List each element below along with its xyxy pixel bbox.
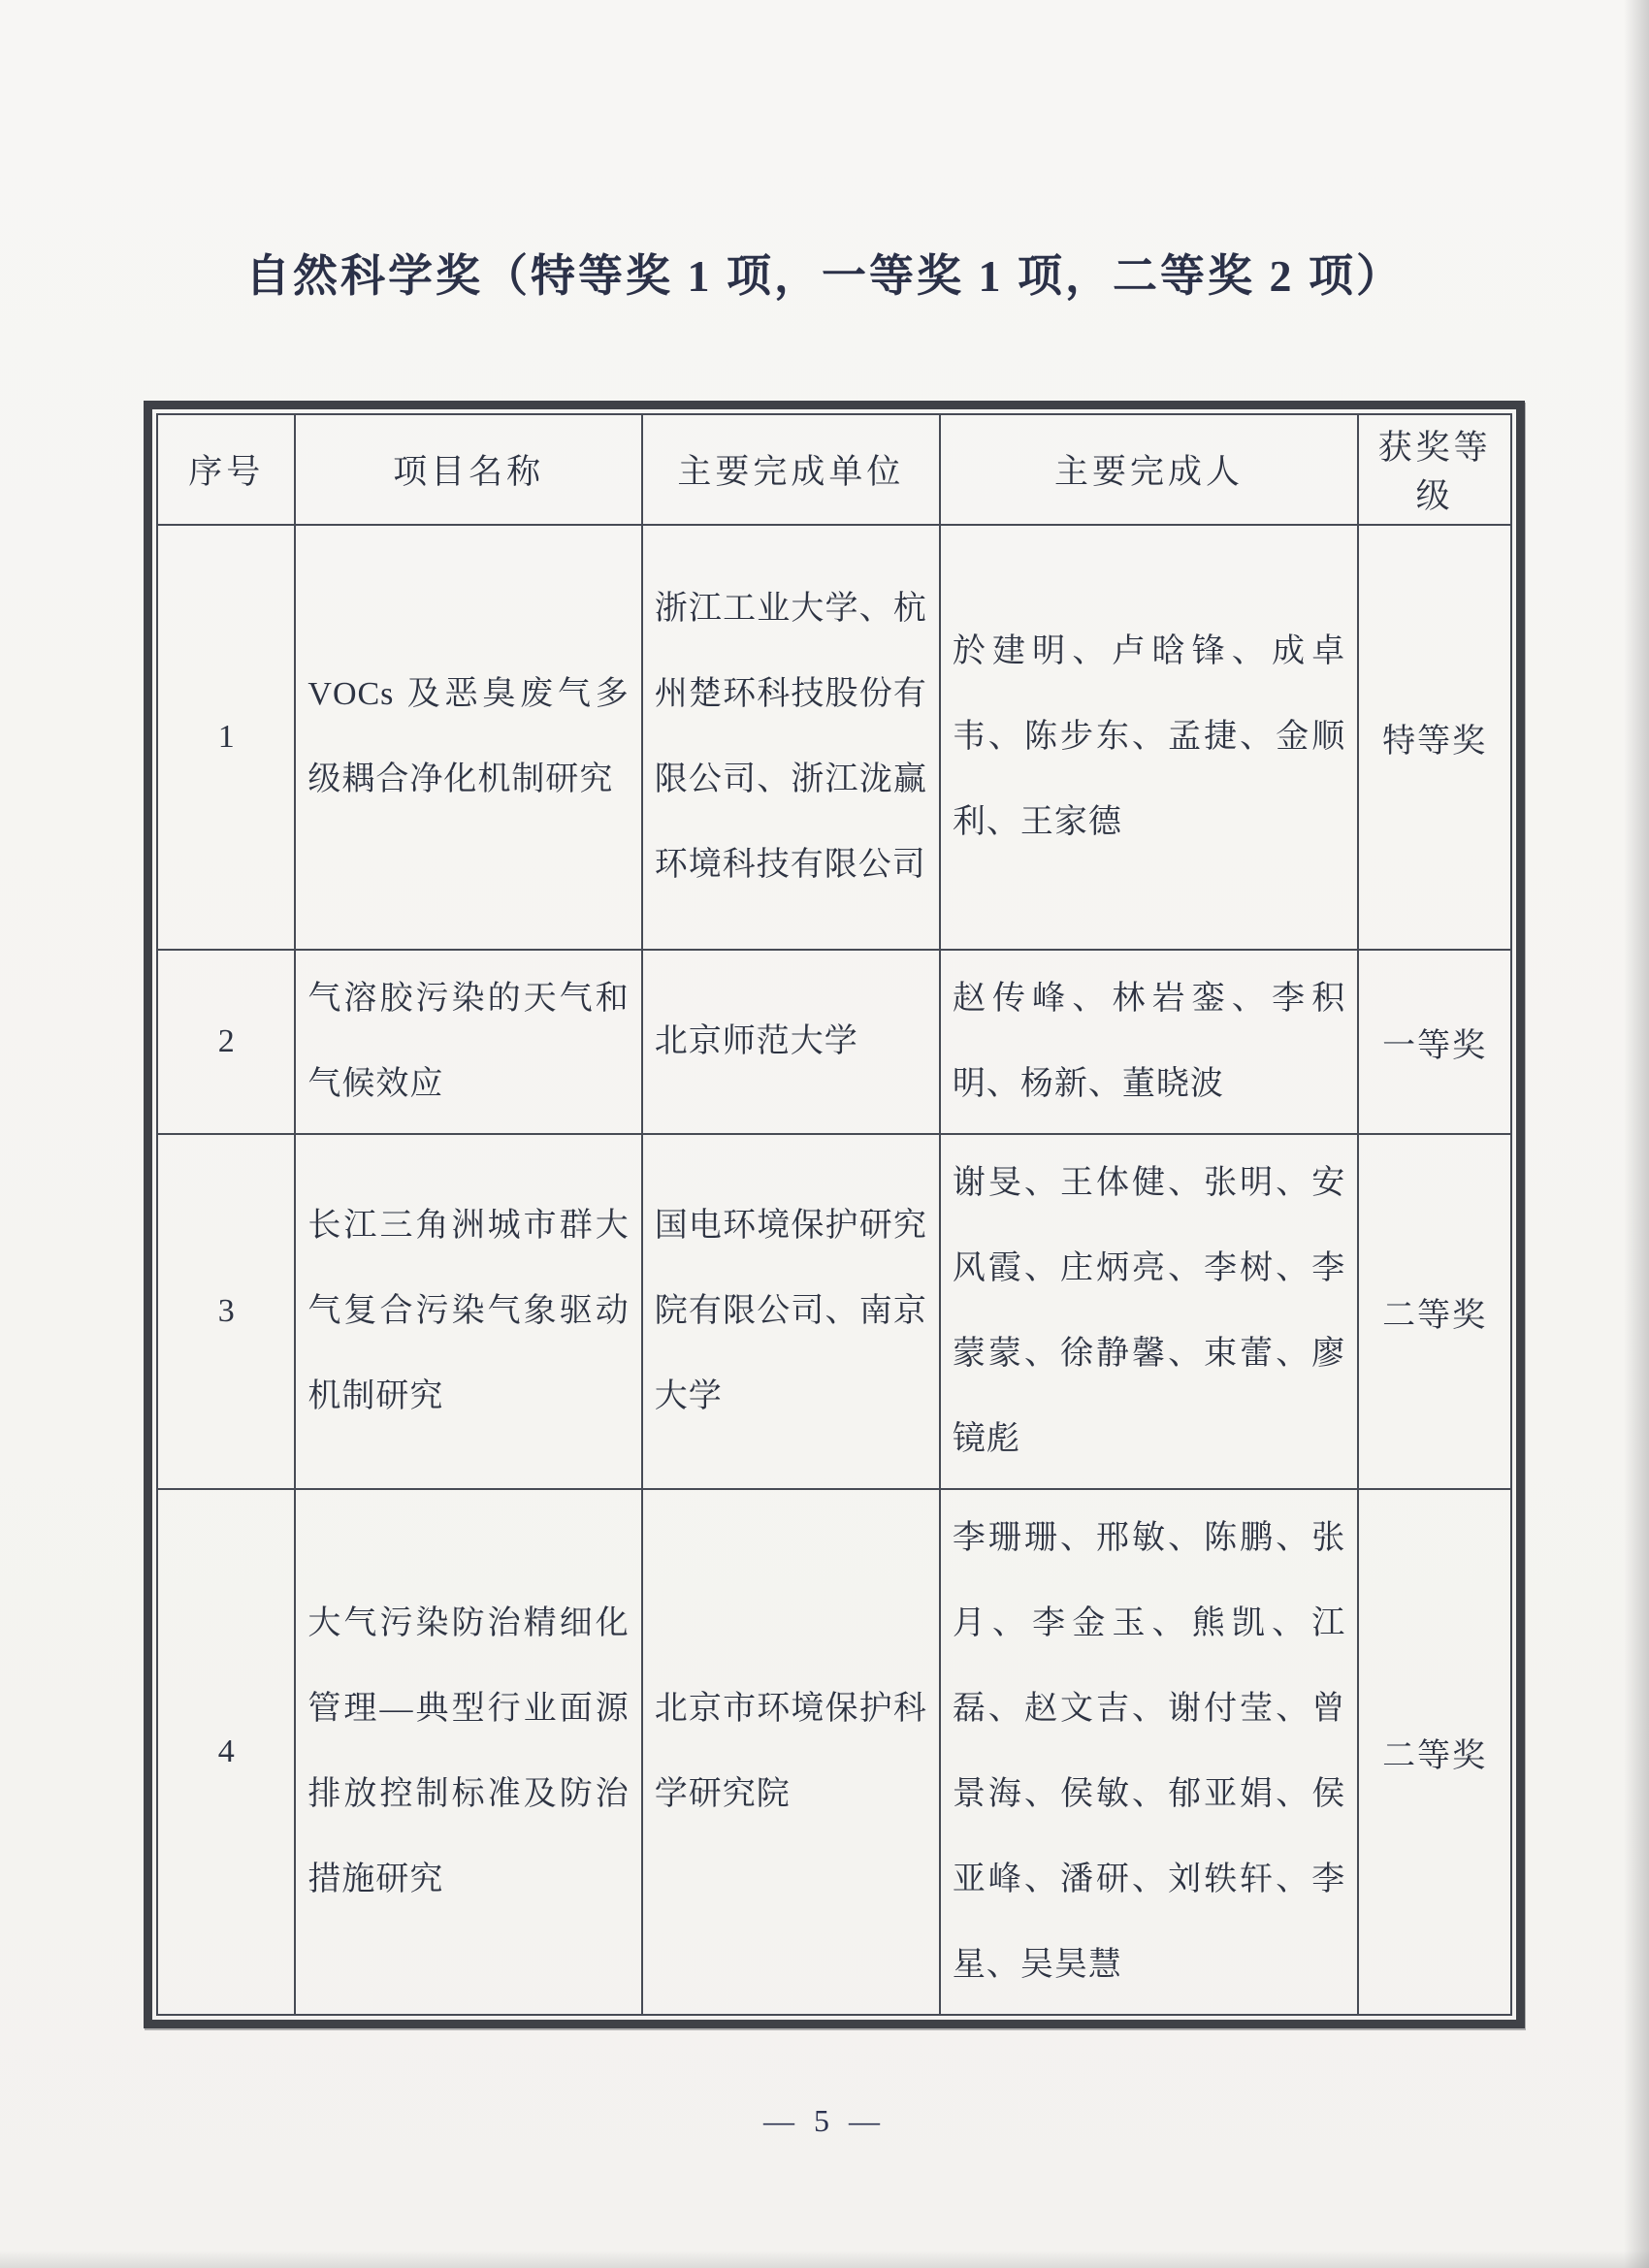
cell-organizations: 浙江工业大学、杭州楚环科技股份有限公司、浙江泷赢环境科技有限公司 [642,525,940,950]
cell-index: 2 [157,950,295,1134]
cell-award-level: 一等奖 [1358,950,1511,1134]
cell-organizations: 北京市环境保护科学研究院 [642,1489,940,2015]
page-title: 自然科学奖（特等奖 1 项，一等奖 1 项，二等奖 2 项） [245,251,1404,301]
header-col-index: 序号 [157,414,295,525]
cell-project-name: VOCs 及恶臭废气多级耦合净化机制研究 [295,525,641,950]
cell-project-name: 长江三角洲城市群大气复合污染气象驱动机制研究 [295,1134,641,1489]
cell-index: 3 [157,1134,295,1489]
cell-project-name: 气溶胶污染的天气和气候效应 [295,950,641,1134]
cell-contributors: 谢旻、王体健、张明、安风霞、庄炳亮、李树、李蒙蒙、徐静馨、束蕾、廖镜彪 [940,1134,1358,1489]
table-row [157,1134,1511,1489]
cell-organizations: 北京师范大学 [642,950,940,1134]
header-col-award-level: 获奖等级 [1358,414,1511,525]
header-col-main-organizations: 主要完成单位 [642,414,940,525]
cell-index: 1 [157,525,295,950]
header-col-main-contributors: 主要完成人 [940,414,1358,525]
cell-organizations: 国电环境保护研究院有限公司、南京大学 [642,1134,940,1489]
cell-award-level: 二等奖 [1358,1489,1511,2015]
page-number: — 5 — [763,2103,886,2138]
cell-project-name: 大气污染防治精细化管理—典型行业面源排放控制标准及防治措施研究 [295,1489,641,2015]
header-col-project-name: 项目名称 [295,414,641,525]
cell-contributors: 於建明、卢晗锋、成卓韦、陈步东、孟捷、金顺利、王家德 [940,525,1358,950]
table-header-row [157,414,1511,525]
cell-index: 4 [157,1489,295,2015]
awards-table-frame [144,401,1525,2028]
cell-award-level: 特等奖 [1358,525,1511,950]
table-row [157,950,1511,1134]
table-row [157,1489,1511,2015]
table-row [157,525,1511,950]
cell-award-level: 二等奖 [1358,1134,1511,1489]
cell-contributors: 李珊珊、邢敏、陈鹏、张月、李金玉、熊凯、江磊、赵文吉、谢付莹、曾景海、侯敏、郁亚娟、侯亚峰、潘研、刘轶轩、李星、吴昊慧 [940,1489,1358,2015]
awards-table [156,413,1512,2016]
cell-contributors: 赵传峰、林岩銮、李积明、杨新、董晓波 [940,950,1358,1134]
